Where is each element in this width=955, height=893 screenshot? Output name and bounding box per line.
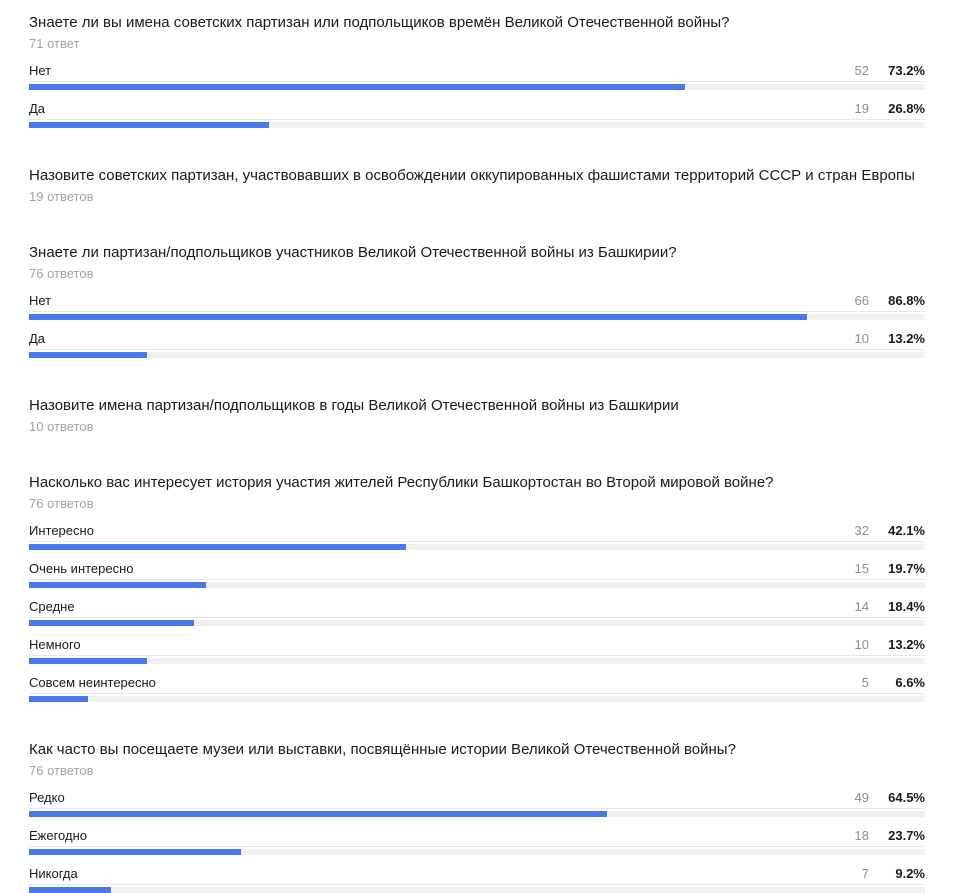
answer-bar-track [29,352,925,358]
answer-percent: 86.8% [888,293,925,308]
answer-row [29,561,925,588]
answer-percent: 23.7% [888,828,925,843]
answer-bar-fill [29,620,194,626]
answer-label: Ежегодно [29,828,87,843]
answer-percent: 73.2% [888,63,925,78]
answer-label: Нет [29,63,52,78]
answer-percent: 42.1% [888,523,925,538]
answer-count: 5 [861,675,869,690]
answer-bar-fill [29,314,807,320]
answer-bar-track [29,811,925,817]
answer-count: 19 [854,101,869,116]
answer-count: 32 [854,523,869,538]
answer-bar-track [29,582,925,588]
answers-list [29,63,925,128]
answer-percent: 9.2% [895,866,925,881]
answer-count: 18 [854,828,869,843]
answer-row [29,790,925,817]
answer-row [29,866,925,893]
answer-bar-fill [29,887,111,893]
answer-count: 7 [861,866,869,881]
question-title: Знаете ли партизан/подпольщиков участников Великой Отечественной войны из Башкирии? [29,244,677,261]
responses-count: 76 ответов [29,763,94,778]
answer-header [29,866,925,885]
answers-list [29,293,925,358]
answer-bar-track [29,887,925,893]
questions-list [29,13,925,893]
answers-list [29,523,925,702]
answer-percent: 6.6% [895,675,925,690]
answer-header [29,637,925,656]
answer-percent: 19.7% [888,561,925,576]
answer-bar-fill [29,352,147,358]
answer-bar-track [29,122,925,128]
answer-label: Интересно [29,523,94,538]
answer-header [29,63,925,82]
answer-row [29,331,925,358]
answer-row [29,828,925,855]
question-section-6 [29,740,925,893]
answer-count: 10 [854,637,869,652]
answer-label: Редко [29,790,65,805]
answer-percent: 13.2% [888,331,925,346]
answer-bar-track [29,314,925,320]
answer-row [29,101,925,128]
answer-count: 49 [854,790,869,805]
answer-count: 10 [854,331,869,346]
answer-label: Да [29,101,46,116]
answer-label: Нет [29,293,52,308]
answer-bar-fill [29,658,147,664]
answer-row [29,63,925,90]
responses-count: 76 ответов [29,266,94,281]
answer-row [29,293,925,320]
question-title: Насколько вас интересует история участия жителей Республики Башкортостан во Второй мировой войне? [29,474,774,491]
answer-count: 66 [854,293,869,308]
question-title: Как часто вы посещаете музеи или выставки, посвящённые истории Великой Отечественной войны? [29,741,736,758]
answer-header [29,790,925,809]
answer-bar-fill [29,849,241,855]
answer-bar-fill [29,84,685,90]
answer-row [29,523,925,550]
answer-count: 52 [854,63,869,78]
answer-bar-fill [29,811,607,817]
answer-bar-track [29,84,925,90]
question-title: Назовите имена партизан/подпольщиков в годы Великой Отечественной войны из Башкирии [29,397,679,414]
answer-label: Да [29,331,46,346]
answer-label: Очень интересно [29,561,134,576]
answer-header [29,561,925,580]
answer-row [29,675,925,702]
answer-header [29,101,925,120]
question-section-4 [29,396,925,435]
answer-label: Немного [29,637,81,652]
answer-header [29,331,925,350]
answer-row [29,599,925,626]
answer-bar-fill [29,544,406,550]
answer-header [29,828,925,847]
question-section-2 [29,166,925,205]
answers-list [29,790,925,893]
answer-count: 15 [854,561,869,576]
answer-bar-fill [29,696,88,702]
answer-label: Никогда [29,866,78,881]
answer-bar-track [29,620,925,626]
answer-bar-track [29,696,925,702]
answer-label: Средне [29,599,75,614]
answer-bar-fill [29,122,269,128]
responses-count: 10 ответов [29,419,94,434]
answer-bar-track [29,849,925,855]
answer-percent: 13.2% [888,637,925,652]
answer-count: 14 [854,599,869,614]
question-section-5 [29,473,925,702]
answer-bar-track [29,658,925,664]
answer-percent: 18.4% [888,599,925,614]
answer-row [29,637,925,664]
answer-header [29,293,925,312]
answer-header [29,599,925,618]
answer-percent: 26.8% [888,101,925,116]
responses-count: 19 ответов [29,189,94,204]
question-title: Знаете ли вы имена советских партизан или подпольщиков времён Великой Отечественной войны? [29,14,730,31]
answer-label: Совсем неинтересно [29,675,156,690]
answer-bar-track [29,544,925,550]
answer-percent: 64.5% [888,790,925,805]
responses-count: 71 ответ [29,36,80,51]
question-section-1 [29,13,925,128]
answer-header [29,675,925,694]
answer-header [29,523,925,542]
responses-count: 76 ответов [29,496,94,511]
answer-bar-fill [29,582,206,588]
question-title: Назовите советских партизан, участвовавших в освобождении оккупированных фашистами территорий СССР и стран Европы [29,167,915,184]
question-section-3 [29,243,925,358]
